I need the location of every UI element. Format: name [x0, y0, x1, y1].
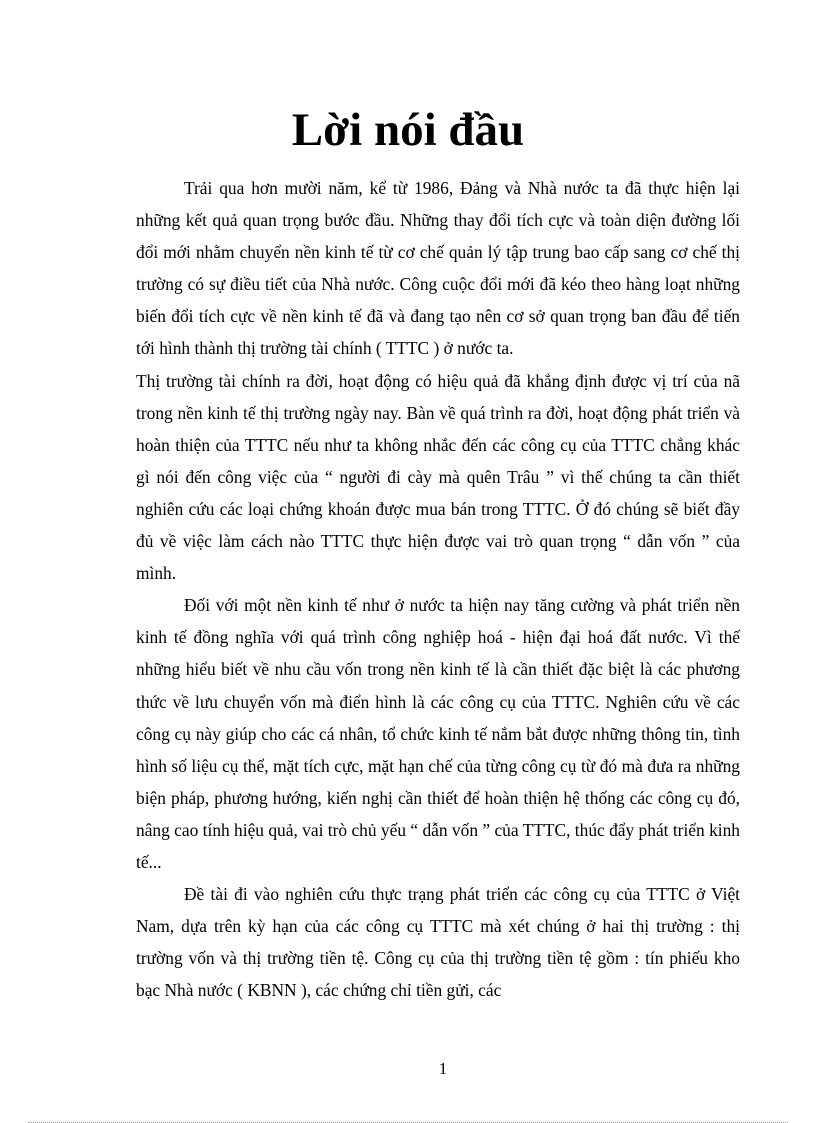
body-text — [136, 172, 740, 1006]
paragraph-financial-market: Thị trường tài chính ra đời, hoạt động có hiệu quả đã khẳng định được vị trí của nã trong nền kinh tế thị trường ngày nay. Bàn về quá trình ra đời, hoạt động phát triển và hoàn thiện của TTTC nếu như ta không nhắc đến các công cụ của TTTC chẳng khác gì nói đến công việc của “ người đi cày mà quên Trâu ” vì thế chúng ta cần thiết nghiên cứu các loại chứng khoán được mua bán trong TTTC. Ở đó chúng sẽ biết đầy đủ về việc làm cách nào TTTC thực hiện được vai trò quan trọng “ dẫn vốn ” của mình. — [136, 370, 740, 584]
page-title: Lời nói đầu — [291, 104, 525, 156]
paragraph-research-topic: Đề tài đi vào nghiên cứu thực trạng phát triển các công cụ của TTTC ở Việt Nam, dựa trên kỳ hạn của các công cụ TTTC mà xét chúng ở hai thị trường : thị trường vốn và thị trường tiền tệ. Công cụ của thị trường tiền tệ gồm : tín phiếu kho bạc Nhà nước ( KBNN ), các chứng chỉ tiền gửi, các — [136, 884, 740, 1001]
paragraph-economy: Đối với một nền kinh tế như ở nước ta hiện nay tăng cường và phát triển nền kinh tế đồng nghĩa với quá trình công nghiệp hoá - hiện đại hoá đất nước. Vì thế những hiểu biết về nhu cầu vốn trong nền kinh tế là cần thiết đặc biệt là các phương thức về lưu chuyển vốn mà điển hình là các công cụ của TTTC. Nghiên cứu về các công cụ này giúp cho các cá nhân, tổ chức kinh tế nắm bắt được những thông tin, tình hình số liệu cụ thể, mặt tích cực, mặt hạn chế của từng công cụ từ đó mà đưa ra những biện pháp, phương hướng, kiến nghị cần thiết để hoàn thiện hệ thống các công cụ đó, nâng cao tính hiệu quả, vai trò chủ yếu “ dẫn vốn ” của TTTC, thúc đẩy phát triển kinh tế... — [136, 595, 740, 872]
page-number: 1 — [438, 1059, 448, 1078]
paragraph-intro: Trải qua hơn mười năm, kể từ 1986, Đảng và Nhà nước ta đã thực hiện lại những kết quả quan trọng bước đầu. Những thay đổi tích cực và toàn diện đường lối đổi mới nhằm chuyển nền kinh tế từ cơ chế quản lý tập trung bao cấp sang cơ chế thị trường có sự điều tiết của Nhà nước. Công cuộc đổi mới đã kéo theo hàng loạt những biến đổi tích cực về nền kinh tế đã và đang tạo nên cơ sở quan trọng ban đầu để tiến tới hình thành thị trường tài chính ( TTTC ) ở nước ta. — [136, 178, 740, 359]
